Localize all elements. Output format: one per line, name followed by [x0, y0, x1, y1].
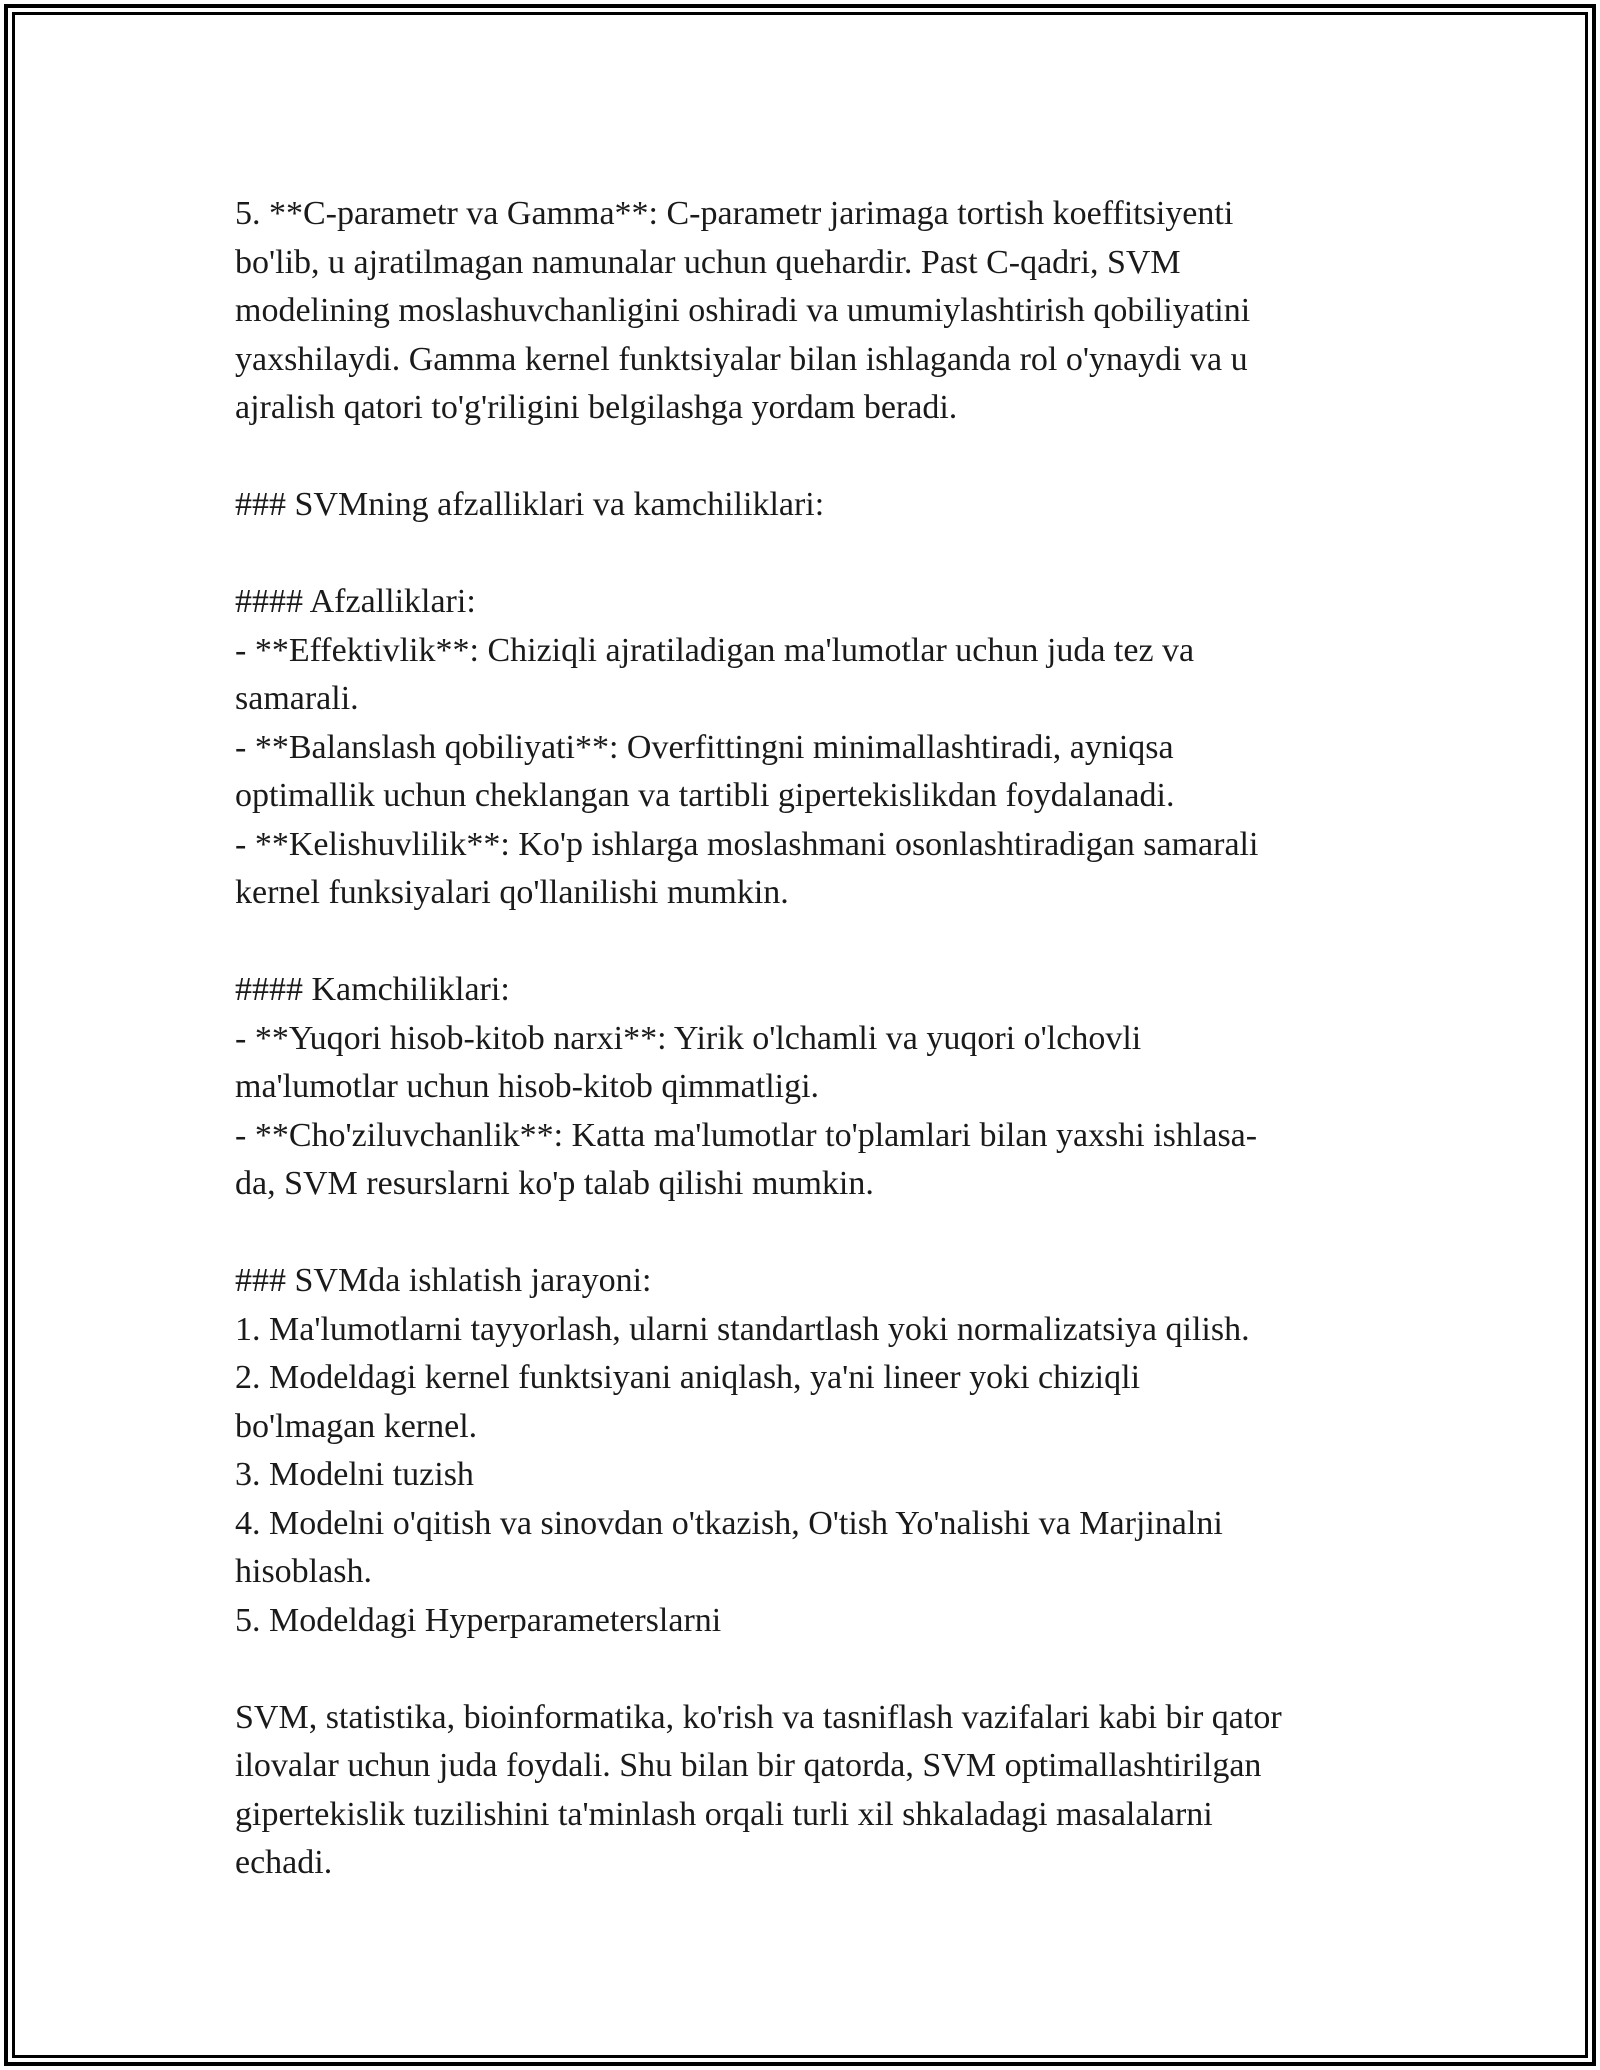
- list-item-continuation: ma'lumotlar uchun hisob-kitob qimmatligi.: [235, 1068, 820, 1105]
- list-item: 4. Modelni o'qitish va sinovdan o'tkazish, O'tish Yo'nalishi va Marjinalni: [235, 1504, 1223, 1542]
- section-heading: ### SVMning afzalliklari va kamchiliklari:: [235, 486, 825, 523]
- text-line: modelining moslashuvchanligini oshiradi va umumiylashtirish qobiliyatini: [235, 292, 1251, 329]
- list-item: - **Balanslash qobiliyati**: Overfittingni minimallashtiradi, ayniqsa: [235, 728, 1174, 766]
- blank-line: [235, 918, 1385, 967]
- paragraph-line: SVM, statistika, bioinformatika, ko'rish va tasniflash vazifalari kabi bir qator: [235, 1698, 1282, 1736]
- subsection-heading: #### Kamchiliklari:: [235, 971, 510, 1008]
- text-line: 5. **C-parametr va Gamma**: C-parametr jarimaga tortish koeffitsiyenti: [235, 195, 1234, 232]
- blank-line: [235, 1645, 1385, 1694]
- blank-line: [235, 433, 1385, 482]
- list-item: - **Yuqori hisob-kitob narxi**: Yirik o'lchamli va yuqori o'lchovli: [235, 1019, 1142, 1057]
- list-item: - **Kelishuvlilik**: Ko'p ishlarga moslashmani osonlashtiradigan samarali: [235, 825, 1259, 863]
- blank-line: [235, 530, 1385, 579]
- paragraph-line: ilovalar uchun juda foydali. Shu bilan bir qatorda, SVM optimallashtirilgan: [235, 1747, 1262, 1784]
- section-heading: ### SVMda ishlatish jarayoni:: [235, 1262, 652, 1299]
- text-line: bo'lib, u ajratilmagan namunalar uchun quehardir. Past C-qadri, SVM: [235, 243, 1181, 281]
- list-item-continuation: hisoblash.: [235, 1553, 372, 1590]
- list-item: 3. Modelni tuzish: [235, 1456, 474, 1493]
- list-item-continuation: kernel funksiyalari qo'llanilishi mumkin.: [235, 874, 789, 911]
- list-item-continuation: da, SVM resurslarni ko'p talab qilishi mumkin.: [235, 1165, 874, 1202]
- blank-line: [235, 1209, 1385, 1258]
- list-item: - **Effektivlik**: Chiziqli ajratiladigan ma'lumotlar uchun juda tez va: [235, 631, 1195, 669]
- list-item: - **Cho'ziluvchanlik**: Katta ma'lumotlar to'plamlari bilan yaxshi ishlasa-: [235, 1116, 1258, 1154]
- paragraph-line: echadi.: [235, 1844, 333, 1881]
- list-item: 2. Modeldagi kernel funktsiyani aniqlash, ya'ni lineer yoki chiziqli: [235, 1359, 1141, 1396]
- list-item: 1. Ma'lumotlarni tayyorlash, ularni standartlash yoki normalizatsiya qilish.: [235, 1310, 1250, 1348]
- list-item: 5. Modeldagi Hyperparameterslarni: [235, 1601, 722, 1639]
- text-line: ajralish qatori to'g'riligini belgilashga yordam beradi.: [235, 389, 958, 426]
- paragraph-line: gipertekislik tuzilishini ta'minlash orqali turli xil shkaladagi masalalarni: [235, 1795, 1213, 1833]
- document-body: [235, 190, 1385, 1888]
- list-item-continuation: optimallik uchun cheklangan va tartibli gipertekislikdan foydalanadi.: [235, 777, 1175, 814]
- list-item-continuation: bo'lmagan kernel.: [235, 1407, 478, 1445]
- list-item-continuation: samarali.: [235, 680, 359, 717]
- text-line: yaxshilaydi. Gamma kernel funktsiyalar bilan ishlaganda rol o'ynaydi va u: [235, 340, 1248, 378]
- subsection-heading: #### Afzalliklari:: [235, 583, 476, 620]
